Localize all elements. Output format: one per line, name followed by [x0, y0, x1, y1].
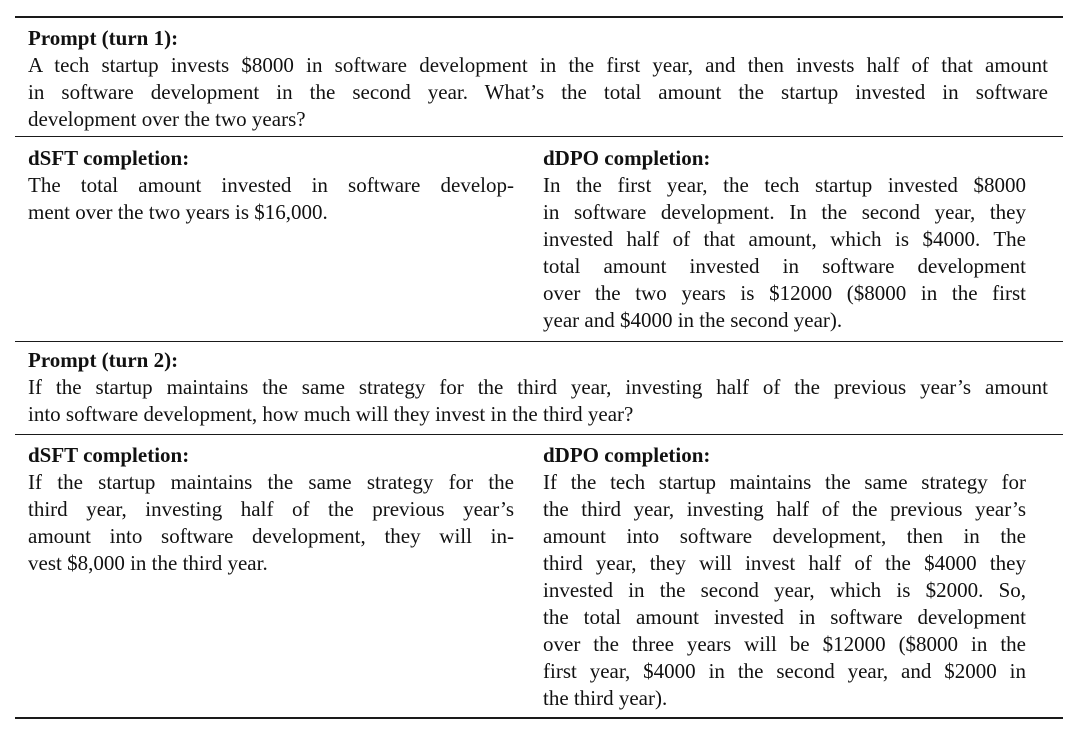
completion-line: the total amount invested in software development — [543, 605, 1026, 629]
completion-line: over the two years is $12000 ($8000 in the first — [543, 281, 1026, 305]
dsft-completion-turn-1 — [28, 145, 514, 226]
completion-line: In the first year, the tech startup invested $8000 — [543, 173, 1026, 197]
completion-line: the third year). — [543, 686, 668, 710]
ddpo-completion-turn-1 — [543, 145, 1026, 334]
completion-line: over the three years will be $12000 ($8000 in the — [543, 632, 1026, 656]
completion-line: first year, $4000 in the second year, and $2000 in — [543, 659, 1026, 683]
completion-line: year and $4000 in the second year). — [543, 308, 843, 332]
rule-after-prompt-1 — [15, 136, 1063, 137]
prompt-turn-1 — [28, 25, 1048, 133]
completion-line: the third year, investing half of the previous year’s — [543, 497, 1026, 521]
completion-line: If the startup maintains the same strategy for the — [28, 470, 514, 494]
prompt-line: into software development, how much will they invest in the third year? — [28, 402, 634, 426]
ddpo-completion-turn-2 — [543, 442, 1026, 712]
prompt-heading: Prompt (turn 2): — [28, 348, 179, 372]
completion-line: vest $8,000 in the third year. — [28, 551, 268, 575]
top-rule — [15, 16, 1063, 18]
bottom-rule — [15, 717, 1063, 719]
completion-line: third year, investing half of the previous year’s — [28, 497, 514, 521]
rule-after-completions-1 — [15, 341, 1063, 342]
prompt-line: If the startup maintains the same strategy for the third year, investing half of the previous year’s amount — [28, 375, 1048, 399]
completion-line: invested in the second year, which is $2000. So, — [543, 578, 1026, 602]
completion-line: in software development. In the second year, they — [543, 200, 1026, 224]
completion-line: total amount invested in software development — [543, 254, 1026, 278]
completion-line: invested half of that amount, which is $4000. The — [543, 227, 1026, 251]
completion-line: third year, they will invest half of the $4000 they — [543, 551, 1026, 575]
completion-line: If the tech startup maintains the same strategy for — [543, 470, 1026, 494]
ddpo-heading: dDPO completion: — [543, 146, 711, 170]
prompt-heading: Prompt (turn 1): — [28, 26, 179, 50]
dsft-heading: dSFT completion: — [28, 443, 190, 467]
completion-line: amount into software development, then in the — [543, 524, 1026, 548]
dsft-heading: dSFT completion: — [28, 146, 190, 170]
prompt-line: development over the two years? — [28, 107, 306, 131]
dsft-completion-turn-2 — [28, 442, 514, 577]
prompt-line: in software development in the second year. What’s the total amount the startup invested in software — [28, 80, 1048, 104]
prompt-turn-2 — [28, 347, 1048, 428]
prompt-line: A tech startup invests $8000 in software development in the first year, and then invests half of that amount — [28, 53, 1048, 77]
ddpo-heading: dDPO completion: — [543, 443, 711, 467]
completion-line: The total amount invested in software develop- — [28, 173, 514, 197]
completion-line: ment over the two years is $16,000. — [28, 200, 328, 224]
rule-after-prompt-2 — [15, 434, 1063, 435]
completion-line: amount into software development, they will in- — [28, 524, 514, 548]
